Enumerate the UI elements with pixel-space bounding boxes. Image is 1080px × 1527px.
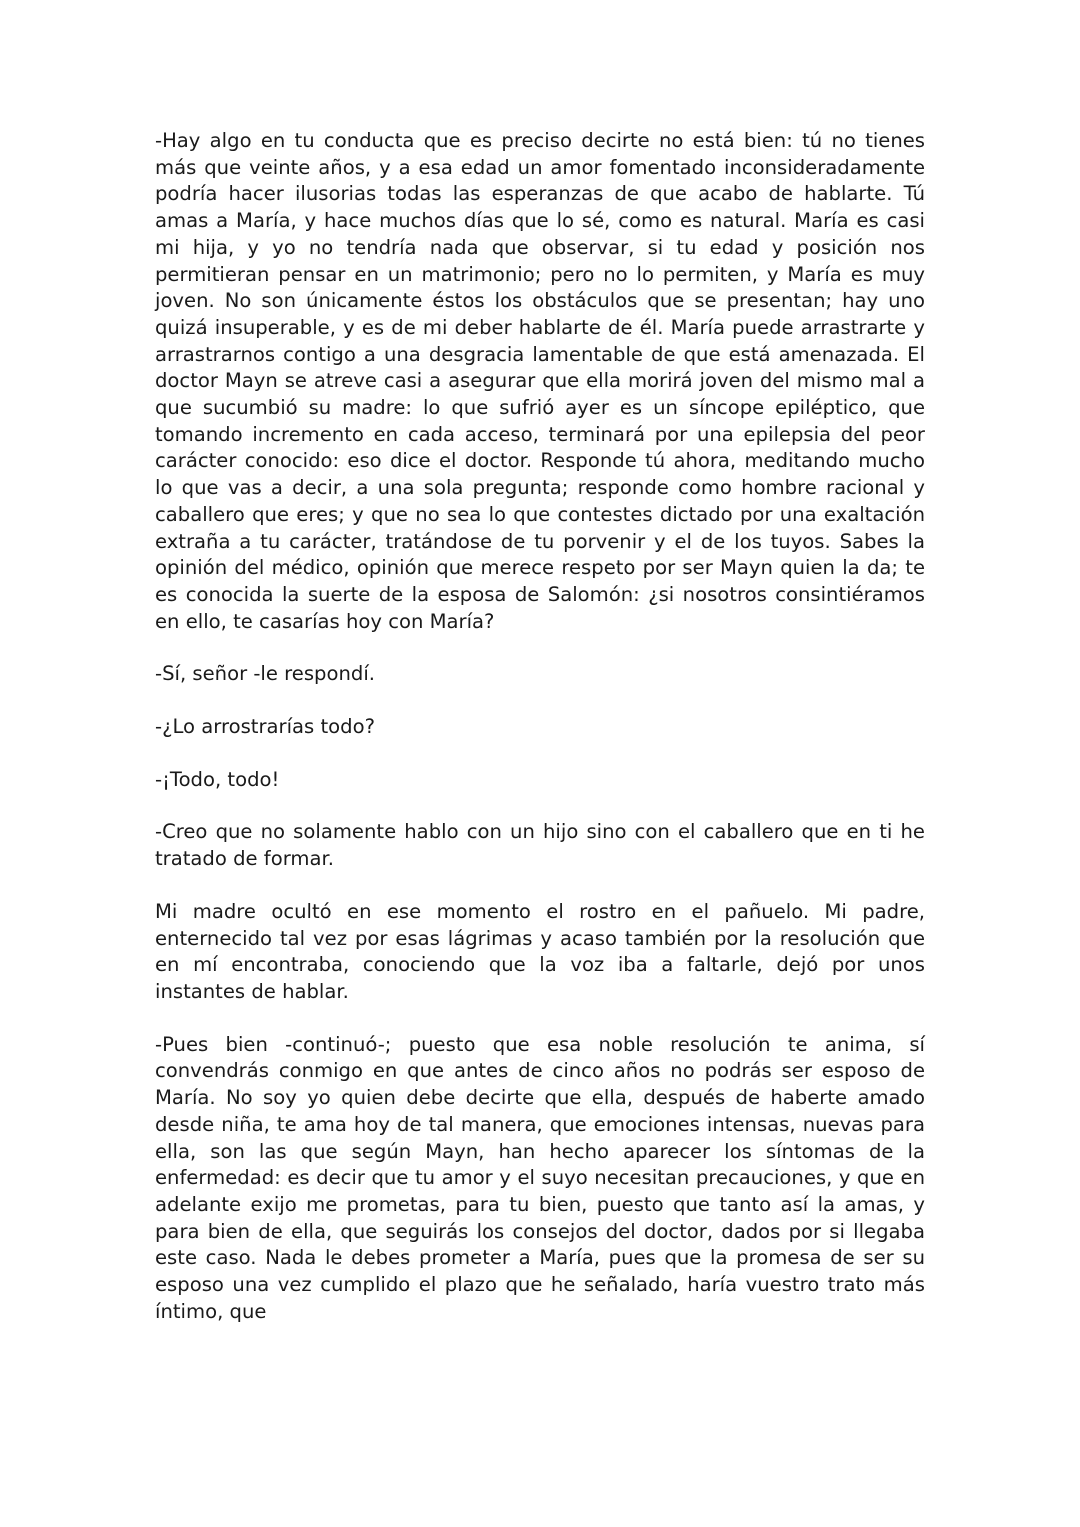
paragraph-question-all: -¿Lo arrostrarías todo? [155, 715, 375, 739]
paragraph-reply-all: -¡Todo, todo! [155, 767, 280, 791]
paragraph-mother-handkerchief: Mi madre ocultó en ese momento el rostro en el pañuelo. Mi padre, enternecido tal vez por esas lágrimas y acaso también por la resolución que en mí encontraba, conociendo que la voz iba a faltarle, dejó por unos instantes de hablar. [155, 899, 925, 1003]
document-page [155, 128, 925, 1325]
paragraph-father-gentleman: -Creo que no solamente hablo con un hijo sino con el caballero que en ti he tratado de formar. [155, 820, 925, 871]
paragraph-father-continues: -Pues bien -continuó-; puesto que esa noble resolución te anima, sí convendrás conmigo en que antes de cinco años no podrás ser esposo de María. No soy yo quien debe decirte que ella, después de haberte amado desde niña, te ama hoy de tal manera, que emociones intensas, nuevas para ella, son las que según Mayn, han hecho aparecer los síntomas de la enfermedad: es decir que tu amor y el suyo necesitan precauciones, y que en adelante exijo me prometas, para tu bien, puesto que tanto así la amas, y para bien de ella, que seguirás los consejos del doctor, dados por si llegaba este caso. Nada le debes prometer a María, pues que la promesa de ser su esposo una vez cumplido el plazo que he señalado, haría vuestro trato más íntimo, que [155, 1032, 925, 1323]
paragraph-father-speech: -Hay algo en tu conducta que es preciso decirte no está bien: tú no tienes más que veinte años, y a esa edad un amor fomentado inconsideradamente podría hacer ilusorias todas las esperanzas de que acabo de hablarte. Tú amas a María, y hace muchos días que lo sé, como es natural. María es casi mi hija, y yo no tendría nada que observar, si tu edad y posición nos permitieran pensar en un matrimonio; pero no lo permiten, y María es muy joven. No son únicamente éstos los obstáculos que se presentan; hay uno quizá insuperable, y es de mi deber hablarte de él. María puede arrastrarte y arrastrarnos contigo a una desgracia lamentable de que está amenazada. El doctor Mayn se atreve casi a asegurar que ella morirá joven del mismo mal a que sucumbió su madre: lo que sufrió ayer es un síncope epiléptico, que tomando incremento en cada acceso, terminará por una epilepsia del peor carácter conocido: eso dice el doctor. Responde tú ahora, meditando mucho lo que vas a decir, a una sola pregunta; responde como hombre racional y caballero que eres; y que no sea lo que contestes dictado por una exaltación extraña a tu carácter, tratándose de tu porvenir y el de los tuyos. Sabes la opinión del médico, opinión que merece respeto por ser Mayn quien la da; te es conocida la suerte de la esposa de Salomón: ¿si nosotros consintiéramos en ello, te casarías hoy con María? [155, 129, 925, 633]
paragraph-reply-yes: -Sí, señor -le respondí. [155, 662, 375, 686]
